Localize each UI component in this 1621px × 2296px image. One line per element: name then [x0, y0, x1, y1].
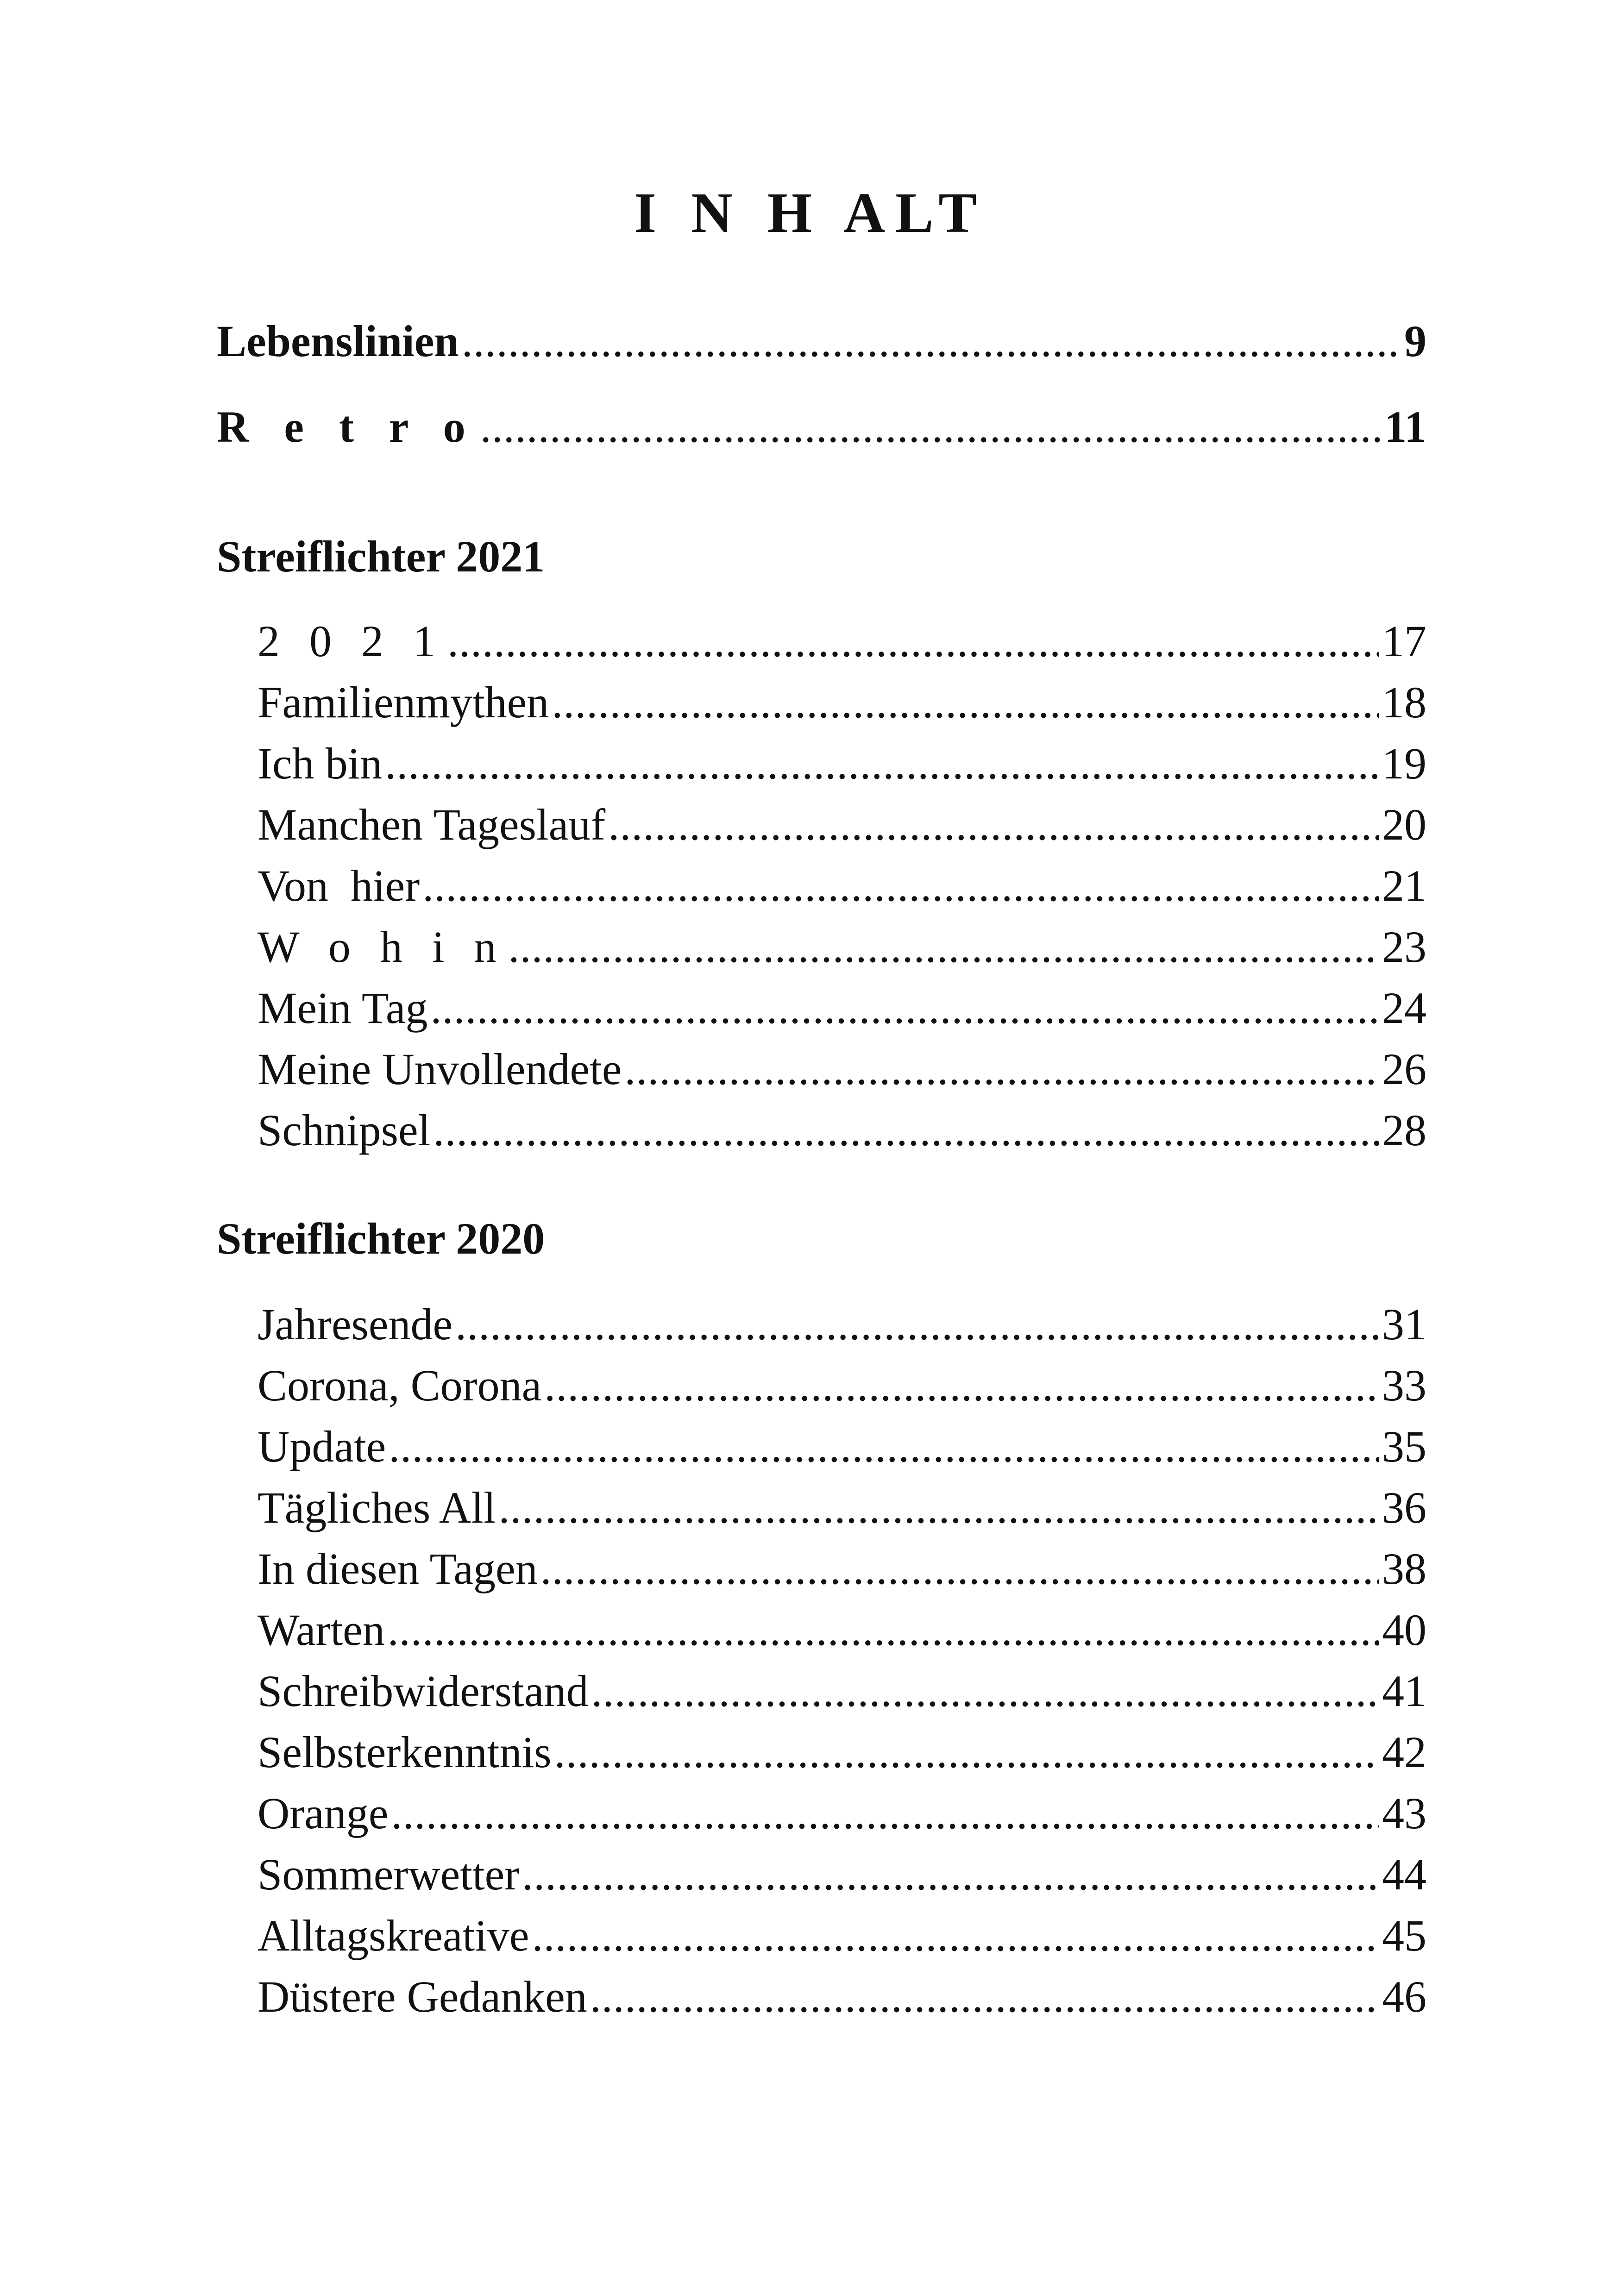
toc-entry-page: 46	[1382, 1972, 1426, 2021]
toc-entry[interactable]	[258, 1417, 1426, 1477]
toc-entry[interactable]	[258, 1539, 1426, 1599]
toc-entry-title: Orange	[258, 1788, 389, 1838]
toc-entry[interactable]	[258, 795, 1426, 855]
toc-entry-page: 43	[1382, 1788, 1426, 1838]
toc-entry-page: 41	[1382, 1666, 1426, 1716]
toc-entry-title: Von hier	[258, 861, 420, 910]
toc-entry-title: Manchen Tageslauf	[258, 800, 606, 849]
toc-entry[interactable]	[258, 1661, 1426, 1721]
toc-entry[interactable]	[258, 734, 1426, 794]
toc-entry-title: Düstere Gedanken	[258, 1972, 587, 2021]
toc-entry-page: 35	[1382, 1422, 1426, 1471]
toc-entry-title: Selbsterkenntnis	[258, 1727, 552, 1777]
toc-leader-dots	[430, 978, 1379, 1038]
toc-entry[interactable]	[258, 1039, 1426, 1099]
toc-leader-dots	[433, 1100, 1379, 1161]
toc-entry-title: Ich bin	[258, 739, 383, 788]
toc-entry-title: Familienmythen	[258, 678, 549, 727]
toc-entry-page: 9	[1404, 316, 1426, 366]
toc-leader-dots	[499, 1478, 1379, 1538]
toc-leader-dots	[591, 1661, 1379, 1721]
toc-entry-page: 44	[1382, 1850, 1426, 1899]
toc-entry[interactable]	[258, 856, 1426, 916]
toc-entry[interactable]	[258, 672, 1426, 733]
toc-entry-title: Update	[258, 1422, 386, 1471]
toc-leader-dots	[532, 1906, 1379, 1966]
toc-leader-dots	[422, 856, 1379, 916]
toc-entry[interactable]	[258, 1100, 1426, 1161]
toc-leader-dots	[624, 1039, 1379, 1099]
toc-entry-title: Jahresende	[258, 1299, 453, 1349]
toc-entry-page: 18	[1382, 678, 1426, 727]
toc-leader-dots	[389, 1417, 1379, 1477]
toc-entry-page: 36	[1382, 1483, 1426, 1532]
toc-entry-title: Lebenslinien	[217, 316, 459, 366]
toc-entry-page: 28	[1382, 1105, 1426, 1155]
toc-entry-page: 20	[1382, 800, 1426, 849]
toc-entry[interactable]	[258, 611, 1426, 671]
toc-entry-page: 26	[1382, 1044, 1426, 1094]
toc-leader-dots	[552, 672, 1379, 733]
toc-entry[interactable]	[258, 1600, 1426, 1660]
toc-leader-dots	[522, 1844, 1379, 1905]
toc-entry[interactable]	[258, 1478, 1426, 1538]
toc-entry-title: Alltagskreative	[258, 1911, 529, 1960]
toc-leader-dots	[544, 1355, 1379, 1416]
toc-entry-title: Tägliches All	[258, 1483, 496, 1532]
toc-entry-title: 2 0 2 1	[258, 616, 445, 666]
toc-leader-dots	[509, 917, 1379, 977]
toc-leader-dots	[480, 397, 1382, 457]
toc-entry-page: 21	[1382, 861, 1426, 910]
section-heading-streiflichter-2020: Streiflichter 2020	[217, 1214, 545, 1263]
section-heading-streiflichter-2021: Streiflichter 2021	[217, 532, 545, 581]
toc-entry-page: 31	[1382, 1299, 1426, 1349]
toc-entry-title: Corona, Corona	[258, 1361, 542, 1410]
toc-leader-dots	[388, 1600, 1379, 1660]
toc-entry-title: Sommerwetter	[258, 1850, 520, 1899]
toc-entry-title: Mein Tag	[258, 983, 428, 1033]
toc-entry-title: In diesen Tagen	[258, 1544, 538, 1593]
toc-entry-page: 11	[1384, 402, 1426, 452]
toc-entry-page: 19	[1382, 739, 1426, 788]
toc-leader-dots	[447, 611, 1379, 671]
toc-entry-lebenslinien[interactable]	[217, 311, 1426, 371]
toc-entry[interactable]	[258, 1783, 1426, 1844]
toc-entry-title: Schreibwiderstand	[258, 1666, 589, 1716]
toc-entry-page: 17	[1382, 616, 1426, 666]
toc-entry[interactable]	[258, 1355, 1426, 1416]
toc-leader-dots	[554, 1722, 1379, 1782]
toc-entry[interactable]	[258, 1967, 1426, 2027]
toc-entry-page: 42	[1382, 1727, 1426, 1777]
toc-entry-title: W o h i n	[258, 922, 506, 972]
toc-entry-page: 23	[1382, 922, 1426, 972]
toc-entry-title: Meine Unvollendete	[258, 1044, 622, 1094]
toc-entry-title: Schnipsel	[258, 1105, 431, 1155]
page-title: I N H ALT	[634, 181, 987, 245]
toc-entry-page: 33	[1382, 1361, 1426, 1410]
toc-entry-page: 24	[1382, 983, 1426, 1033]
toc-entry[interactable]	[258, 1906, 1426, 1966]
toc-entry-title: Warten	[258, 1605, 385, 1655]
toc-leader-dots	[385, 734, 1379, 794]
toc-leader-dots	[608, 795, 1379, 855]
toc-entry-page: 40	[1382, 1605, 1426, 1655]
toc-leader-dots	[540, 1539, 1379, 1599]
toc-entry[interactable]	[258, 1722, 1426, 1782]
toc-entry[interactable]	[258, 917, 1426, 977]
toc-entry-title: R e t r o	[217, 402, 478, 452]
toc-leader-dots	[455, 1294, 1379, 1355]
toc-entry-page: 45	[1382, 1911, 1426, 1960]
toc-entry[interactable]	[258, 978, 1426, 1038]
toc-entry[interactable]	[258, 1294, 1426, 1355]
toc-entry-retro[interactable]	[217, 397, 1426, 457]
toc-entry-page: 38	[1382, 1544, 1426, 1593]
toc-leader-dots	[462, 311, 1401, 371]
toc-leader-dots	[391, 1783, 1379, 1844]
toc-entry[interactable]	[258, 1844, 1426, 1905]
toc-leader-dots	[590, 1967, 1379, 2027]
